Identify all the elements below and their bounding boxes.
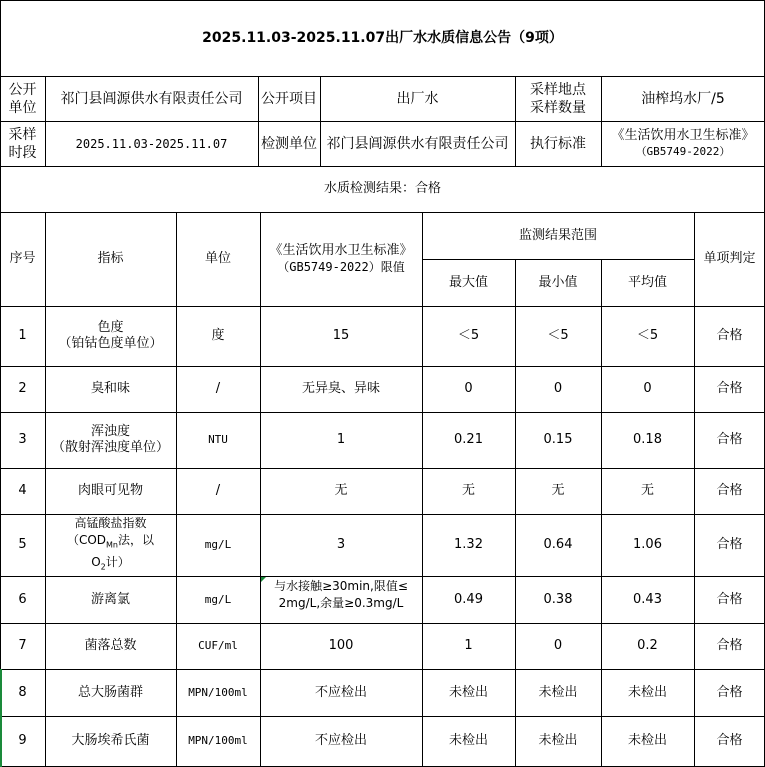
page-title: 2025.11.03-2025.11.07出厂水水质信息公告（9项） — [202, 30, 563, 46]
row-judge: 合格 — [716, 684, 743, 700]
row-indicator: 浑浊度 （散射浑浊度单位） — [51, 424, 169, 455]
row-judge: 合格 — [716, 537, 743, 552]
row-avg: 1.06 — [633, 537, 662, 552]
row-avg: ＜5 — [636, 328, 659, 343]
row-no: 4 — [18, 483, 27, 498]
period-label: 采样 时段 — [8, 126, 37, 161]
row-no: 6 — [18, 591, 27, 607]
row-limit: 100 — [328, 638, 354, 653]
sampling-site-value: 油榨坞水厂/5 — [641, 90, 725, 107]
header-no: 序号 — [9, 251, 36, 266]
row-avg: 0.18 — [633, 432, 662, 447]
row-avg: 未检出 — [627, 733, 667, 748]
sampling-site-label: 采样地点 采样数量 — [530, 81, 586, 116]
row-no: 1 — [18, 328, 27, 343]
row-min: 0.64 — [543, 537, 573, 552]
standard-code: （GB5749-2022） — [635, 144, 731, 158]
row-avg: 0.2 — [637, 638, 658, 653]
row-max: 未检出 — [448, 733, 488, 748]
indicator-main: 高锰酸盐指数 （COD — [66, 516, 147, 548]
row-min: 0 — [553, 381, 563, 396]
row-judge: 合格 — [716, 381, 743, 396]
row-min: 0.38 — [543, 591, 573, 607]
row-judge: 合格 — [716, 483, 743, 498]
row-unit: mg/L — [204, 538, 232, 551]
row-unit: MPN/100ml — [188, 734, 248, 747]
row-min: 无 — [551, 483, 565, 498]
row-no: 9 — [18, 733, 27, 748]
row-avg: 0.43 — [633, 591, 662, 607]
header-min: 最小值 — [538, 274, 578, 290]
row-limit: 不应检出 — [314, 684, 367, 700]
row-unit: NTU — [208, 433, 228, 446]
header-limit-code: （GB5749-2022）限值 — [277, 260, 405, 274]
standard-label: 执行标准 — [530, 135, 586, 152]
row-min: 0.15 — [543, 432, 573, 447]
row-max: 1 — [464, 638, 473, 653]
row-unit: / — [215, 483, 221, 498]
row-unit: MPN/100ml — [188, 685, 248, 699]
standard-name: 《生活饮用水卫生标准》 — [611, 127, 755, 143]
row-avg: 无 — [640, 483, 654, 498]
row-unit: mg/L — [204, 592, 232, 606]
row-max: ＜5 — [457, 328, 480, 343]
header-indicator: 指标 — [97, 251, 124, 266]
row-indicator: 菌落总数 — [84, 638, 137, 653]
indicator-mid: 法，以 O — [91, 533, 155, 569]
header-limit — [260, 212, 422, 306]
row-limit: 不应检出 — [314, 733, 367, 748]
row-max: 无 — [461, 483, 475, 498]
overall-result: 水质检测结果：合格 — [323, 181, 441, 196]
header-limit-standard: 《生活饮用水卫生标准》 — [269, 243, 413, 258]
header-max: 最大值 — [448, 274, 488, 290]
header-unit: 单位 — [204, 251, 231, 266]
row-avg: 0 — [643, 381, 652, 396]
row-no: 7 — [18, 638, 27, 653]
row-judge: 合格 — [716, 432, 743, 447]
row-unit: / — [215, 381, 221, 396]
row-indicator: 大肠埃希氏菌 — [71, 733, 150, 748]
row-min: 0 — [553, 638, 563, 653]
row-judge: 合格 — [716, 591, 743, 607]
row-no: 5 — [18, 537, 27, 552]
row-judge: 合格 — [716, 733, 743, 748]
row-min: 未检出 — [538, 684, 578, 700]
row-limit: 无异臭、异味 — [301, 381, 380, 396]
publisher-value: 祁门县阊源供水有限责任公司 — [60, 90, 243, 107]
row-avg: 未检出 — [627, 684, 667, 700]
item-value: 出厂水 — [396, 90, 439, 107]
row-no: 2 — [18, 381, 27, 396]
row-no: 3 — [18, 432, 27, 447]
row-max: 0.49 — [454, 591, 483, 607]
row-unit: 度 — [211, 328, 225, 343]
row-max: 未检出 — [448, 684, 488, 700]
row-limit: 1 — [336, 432, 346, 447]
row-unit: CUF/ml — [198, 639, 238, 652]
standard-value — [601, 121, 765, 166]
lab-label: 检测单位 — [261, 135, 317, 152]
row-indicator: 肉眼可见物 — [77, 483, 143, 498]
row-limit: 3 — [336, 537, 346, 552]
row-judge: 合格 — [716, 638, 743, 653]
row-indicator: 色度 （铂钴色度单位） — [58, 320, 163, 351]
lab-value: 祁门县阊源供水有限责任公司 — [326, 135, 509, 152]
row-max: 0 — [464, 381, 473, 396]
indicator-end: 计） — [105, 554, 130, 569]
publisher-label: 公开 单位 — [8, 81, 37, 116]
row-indicator: 总大肠菌群 — [77, 684, 143, 700]
row-no: 8 — [18, 684, 27, 700]
header-avg: 平均值 — [627, 274, 667, 290]
header-range: 监测结果范围 — [518, 227, 597, 243]
period-value: 2025.11.03-2025.11.07 — [75, 136, 228, 151]
indicator-subscript-2: 2 — [100, 561, 106, 571]
row-max: 1.32 — [454, 537, 483, 552]
row-indicator — [45, 514, 176, 576]
row-limit: 无 — [334, 483, 348, 498]
row-limit: 与水接触≥30min,限值≤ 2mg/L,余量≥0.3mg/L — [274, 579, 408, 610]
row-indicator: 臭和味 — [90, 381, 130, 396]
row-indicator: 游离氯 — [90, 591, 130, 607]
row-min: ＜5 — [547, 328, 569, 343]
row-max: 0.21 — [454, 432, 483, 447]
row-judge: 合格 — [716, 328, 743, 343]
item-label: 公开项目 — [261, 90, 317, 107]
row-limit: 15 — [332, 328, 350, 343]
header-judge: 单项判定 — [703, 251, 756, 266]
row-min: 未检出 — [538, 733, 578, 748]
indicator-subscript-mn: Mn — [106, 540, 119, 550]
